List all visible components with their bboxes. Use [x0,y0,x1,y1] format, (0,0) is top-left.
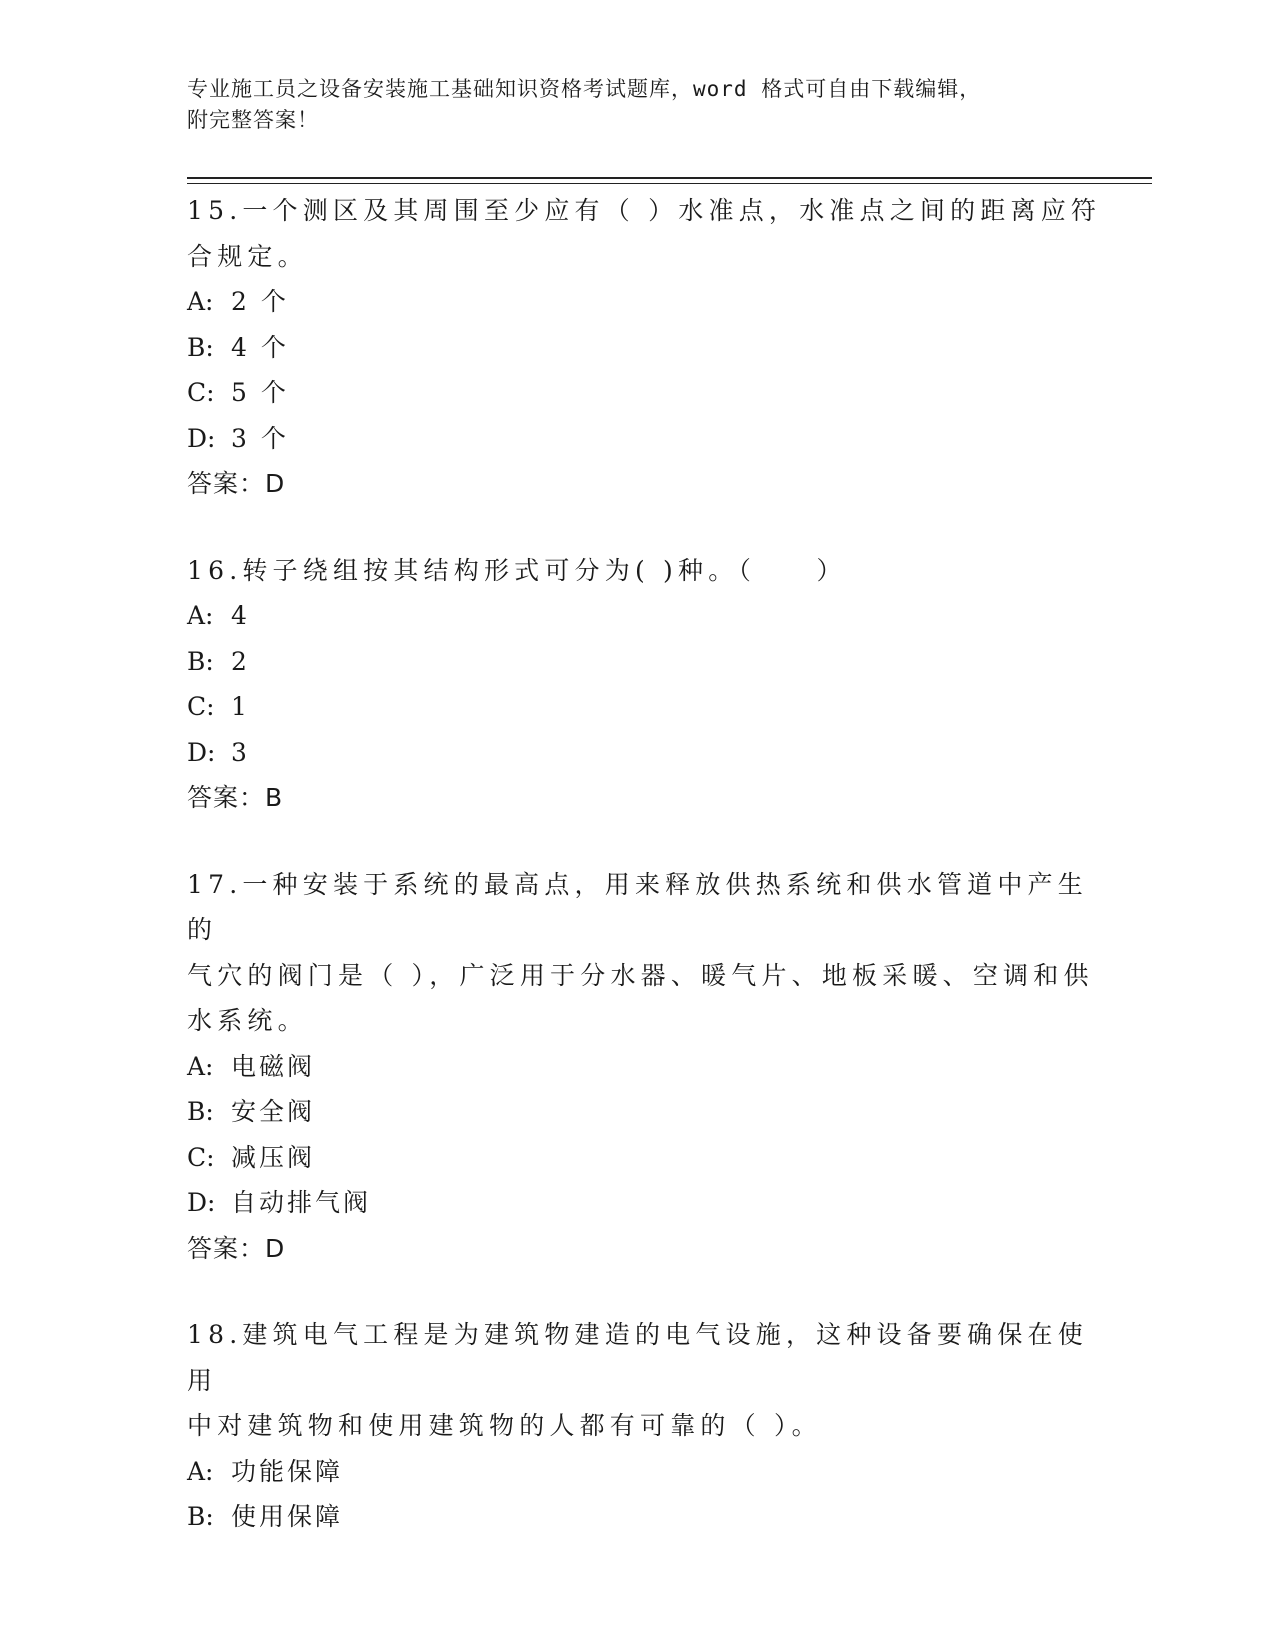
answer-line: 答案：D [187,469,286,498]
option-key: A: [187,1051,214,1081]
option-b [187,1494,1107,1540]
question-list [187,188,1107,1581]
question-18 [187,1312,1107,1540]
option-text: 减压阀 [231,1142,316,1172]
option-text: 4 [231,601,250,630]
option-key: C: [187,378,215,407]
option-key: D: [187,423,216,453]
option-text: 1 [231,692,250,721]
option-text: 3 个 [231,423,289,453]
option-key: A: [187,287,214,316]
question-17 [187,862,1107,1272]
option-a [187,279,1107,325]
option-text: 2 个 [231,287,289,316]
option-text: 安全阀 [231,1097,316,1126]
option-d [187,416,1107,462]
option-text: 自动排气阀 [231,1188,372,1217]
option-a [187,593,1107,639]
answer-line: 答案：B [187,783,284,812]
question-stem: 15.一个测区及其周围至少应有（ ）水准点，水准点之间的距离应符 合规定。 [187,196,1102,271]
option-text: 4 个 [231,332,289,362]
option-text: 电磁阀 [231,1051,316,1081]
option-key: C: [187,692,215,721]
option-b [187,1089,1107,1135]
option-d [187,1180,1107,1226]
option-b [187,639,1107,685]
option-a [187,1449,1107,1495]
question-16 [187,548,1107,821]
header-line-2: 附完整答案！ [187,108,319,132]
question-stem: 18.建筑电气工程是为建筑物建造的电气设施，这种设备要确保在使用 中对建筑物和使用建筑物的人都有可靠的（ ）。 [187,1320,1088,1440]
option-d [187,730,1107,776]
option-text: 使用保障 [231,1502,344,1531]
option-b [187,325,1107,371]
question-stem: 17.一种安装于系统的最高点，用来释放供热系统和供水管道中产生的 气穴的阀门是（ ），广泛用于分水器、暖气片、地板采暖、空调和供 水系统。 [187,869,1094,1035]
header-line-1: 专业施工员之设备安装施工基础知识资格考试题库，word 格式可自由下载编辑， [187,77,982,101]
option-text: 3 [231,737,250,767]
option-c [187,1135,1107,1181]
option-key: A: [187,1456,214,1486]
option-c [187,370,1107,416]
option-key: B: [187,332,214,362]
option-text: 5 个 [231,378,289,407]
answer-line: 答案：D [187,1233,286,1263]
header-rule-thick [187,177,1152,179]
header-rule-thin [187,183,1152,184]
question-15 [187,188,1107,507]
option-text: 功能保障 [231,1456,344,1486]
question-stem: 16.转子绕组按其结构形式可分为( )种。（ ） [187,555,847,585]
option-key: B: [187,1502,214,1531]
option-text: 2 [231,646,250,676]
option-key: D: [187,737,216,767]
option-key: A: [187,601,214,630]
option-a [187,1044,1107,1090]
option-key: B: [187,1097,214,1126]
option-key: D: [187,1188,216,1217]
option-key: B: [187,646,214,676]
option-c [187,684,1107,730]
document-header [187,74,1067,136]
option-key: C: [187,1142,215,1172]
